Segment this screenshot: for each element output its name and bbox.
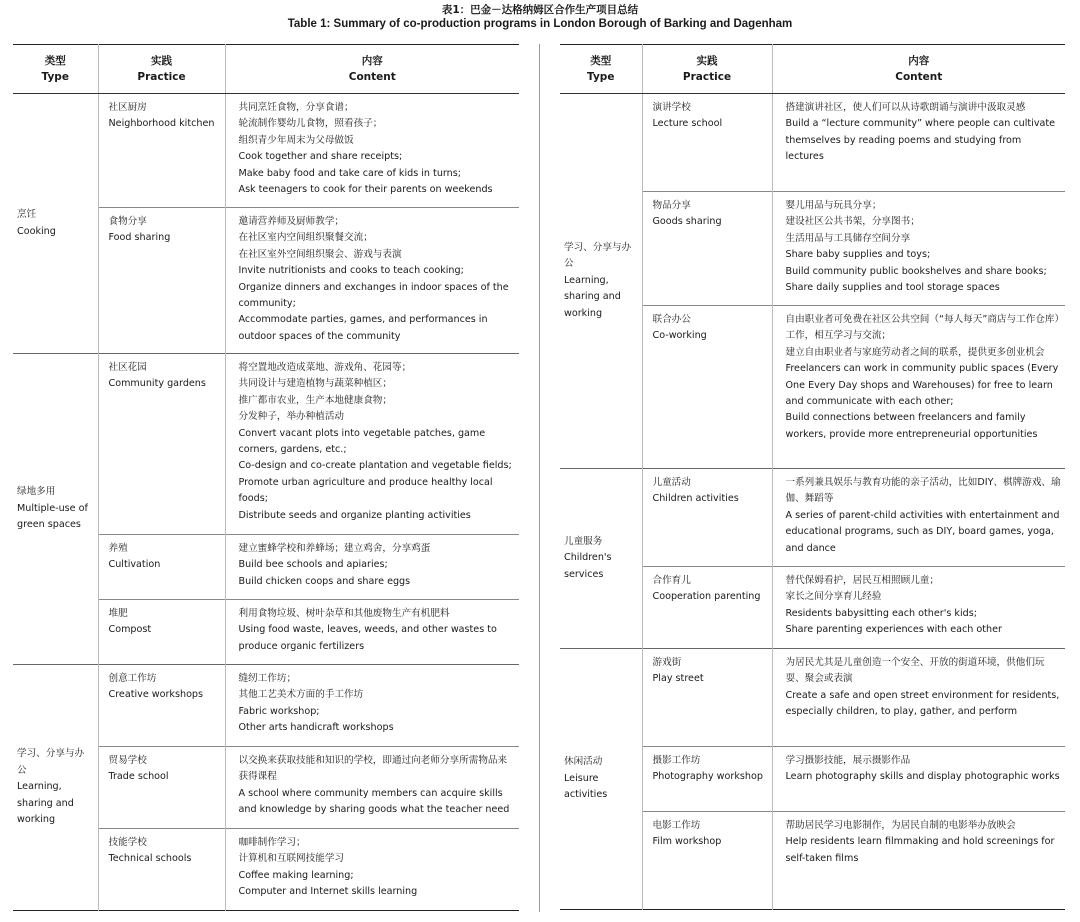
- header-practice: 实践 Practice: [642, 45, 772, 94]
- type-cell-cooking: 烹饪 Cooking: [13, 94, 98, 354]
- practice-cell: 养殖 Cultivation: [98, 535, 225, 600]
- table-row: [560, 94, 1065, 192]
- content-cell: 建立蜜蜂学校和养蜂场；建立鸡舍，分享鸡蛋 Build bee schools and apiaries; Build chicken coops and share eggs: [225, 535, 519, 600]
- table-row: [13, 665, 519, 747]
- title-chinese: 表1：巴金－达格纳姆区合作生产项目总结: [441, 4, 639, 16]
- left-table: [13, 44, 519, 911]
- practice-cell: 社区厨房 Neighborhood kitchen: [98, 94, 225, 208]
- practice-cell: 技能学校 Technical schools: [98, 829, 225, 911]
- header-type: 类型 Type: [13, 45, 98, 94]
- table-caption: [0, 3, 1080, 32]
- type-cell-learning: 学习、分享与办公 Learning, sharing and working: [13, 665, 98, 911]
- content-cell: 将空置地改造成菜地、游戏角、花园等； 共同设计与建造植物与蔬菜种植区； 推广都市农业，生产本地健康食物； 分发种子，举办种植活动 Convert vacant plots into vegetable patches, game corners, gardens, etc.; Co-design and co-create plantation and vegetable fields; Promote urban agriculture and produce healthy local foods; Distribute seeds and organize planting activities: [225, 354, 519, 535]
- practice-cell: 演讲学校 Lecture school: [642, 94, 772, 192]
- practice-cell: 社区花园 Community gardens: [98, 354, 225, 535]
- type-cell-leisure: 休闲活动 Leisure activities: [560, 649, 642, 910]
- table-row: [560, 469, 1065, 567]
- content-cell: 利用食物垃圾、树叶杂草和其他废物生产有机肥料 Using food waste, leaves, weeds, and other wastes to produce organic fertilizers: [225, 600, 519, 665]
- table-row: [13, 94, 519, 208]
- header-type: 类型 Type: [560, 45, 642, 94]
- practice-cell: 物品分享 Goods sharing: [642, 192, 772, 306]
- content-cell: 帮助居民学习电影制作，为居民自制的电影举办放映会 Help residents learn filmmaking and hold screenings for self-taken films: [772, 812, 1065, 910]
- content-cell: 邀请营养师及厨师教学； 在社区室内空间组织聚餐交流； 在社区室外空间组织聚会、游戏与表演 Invite nutritionists and cooks to teach cooking; Organize dinners and exchanges in indoor spaces of the community; Accommodate parties, games, and performances in outdoor spaces of the community: [225, 208, 519, 354]
- practice-cell: 游戏街 Play street: [642, 649, 772, 747]
- header-row: [13, 45, 519, 94]
- practice-cell: 创意工作坊 Creative workshops: [98, 665, 225, 747]
- title-english: Table 1: Summary of co-production programs in London Borough of Barking and Dagenham: [287, 18, 793, 30]
- table-row: [560, 649, 1065, 747]
- practice-cell: 儿童活动 Children activities: [642, 469, 772, 567]
- header-content: 内容 Content: [772, 45, 1065, 94]
- practice-cell: 食物分享 Food sharing: [98, 208, 225, 354]
- practice-cell: 摄影工作坊 Photography workshop: [642, 747, 772, 812]
- content-cell: 缝纫工作坊； 其他工艺美术方面的手工作坊 Fabric workshop; Other arts handicraft workshops: [225, 665, 519, 747]
- table-row: [13, 354, 519, 535]
- content-cell: 咖啡制作学习； 计算机和互联网技能学习 Coffee making learning; Computer and Internet skills learning: [225, 829, 519, 911]
- content-cell: 搭建演讲社区，使人们可以从诗歌朗诵与演讲中汲取灵感 Build a “lecture community” where people can cultivate themselves by reading poems and studying from lectures: [772, 94, 1065, 192]
- content-cell: 为居民尤其是儿童创造一个安全、开放的街道环境，供他们玩耍、聚会或表演 Create a safe and open street environment for residents, especially children, to play, gather, and perform: [772, 649, 1065, 747]
- right-table: [560, 44, 1065, 910]
- practice-cell: 联合办公 Co-working: [642, 306, 772, 469]
- type-cell-green-spaces: 绿地多用 Multiple-use of green spaces: [13, 354, 98, 665]
- header-row: [560, 45, 1065, 94]
- practice-cell: 合作育儿 Cooperation parenting: [642, 567, 772, 649]
- content-cell: 一系列兼具娱乐与教育功能的亲子活动，比如DIY、棋牌游戏、瑜伽、舞蹈等 A series of parent-child activities with entertainment and educational programs, such as DIY, board games, yoga, and dance: [772, 469, 1065, 567]
- practice-cell: 堆肥 Compost: [98, 600, 225, 665]
- content-cell: 以交换来获取技能和知识的学校，即通过向老师分享所需物品来获得课程 A school where community members can acquire skills and knowledge by sharing goods what the teacher need: [225, 747, 519, 829]
- content-cell: 替代保姆看护，居民互相照顾儿童； 家长之间分享育儿经验 Residents babysitting each other's kids; Share parenting experiences with each other: [772, 567, 1065, 649]
- header-practice: 实践 Practice: [98, 45, 225, 94]
- type-cell-childrens-services: 儿童服务 Children's services: [560, 469, 642, 649]
- type-cell-learning: 学习、分享与办公 Learning, sharing and working: [560, 94, 642, 469]
- content-cell: 自由职业者可免费在社区公共空间（“每人每天”商店与工作仓库）工作，相互学习与交流； 建立自由职业者与家庭劳动者之间的联系，提供更多创业机会 Freelancers can work in community public spaces (Every One Every Day shops and Warehouses) for free to learn and communicate with each other; Build connections between freelancers and family workers, provide more entrepreneurial opportunities: [772, 306, 1065, 469]
- practice-cell: 电影工作坊 Film workshop: [642, 812, 772, 910]
- header-content: 内容 Content: [225, 45, 519, 94]
- content-cell: 学习摄影技能，展示摄影作品 Learn photography skills and display photographic works: [772, 747, 1065, 812]
- content-cell: 共同烹饪食物，分享食谱； 轮流制作婴幼儿食物，照看孩子； 组织青少年周末为父母做饭 Cook together and share receipts; Make baby food and take care of kids in turns; Ask teenagers to cook for their parents on weekends: [225, 94, 519, 208]
- content-cell: 婴儿用品与玩具分享； 建设社区公共书架，分享图书； 生活用品与工具储存空间分享 Share baby supplies and toys; Build community public bookshelves and share books; Share daily supplies and tool storage spaces: [772, 192, 1065, 306]
- column-divider: [539, 44, 540, 912]
- practice-cell: 贸易学校 Trade school: [98, 747, 225, 829]
